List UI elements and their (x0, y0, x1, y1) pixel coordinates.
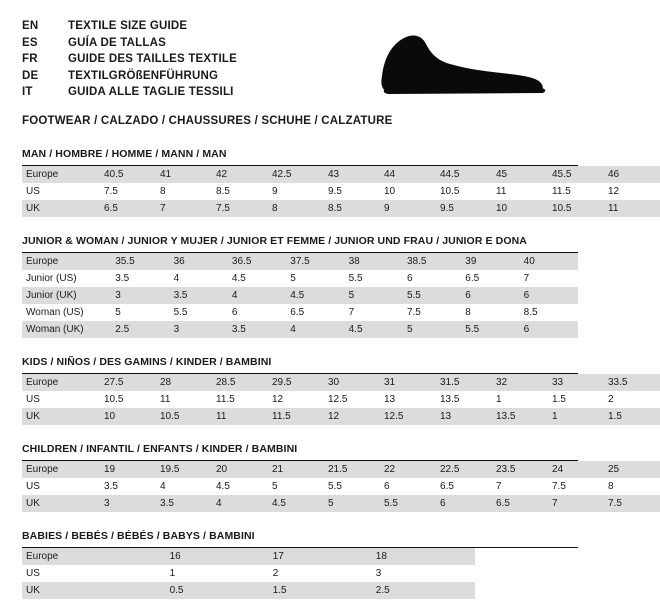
cell: 45 (492, 166, 548, 183)
cell: 27.5 (100, 374, 156, 391)
cell: 4 (228, 287, 286, 304)
dress-shoe-icon (370, 30, 550, 102)
table-row (22, 548, 578, 565)
cell: 5.5 (348, 273, 363, 284)
cell: 30 (324, 374, 380, 391)
cell: 3.5 (104, 481, 118, 492)
cell: 1.5 (552, 394, 566, 405)
table-row (22, 183, 660, 200)
cell: 46 (604, 166, 660, 183)
cell: 7 (156, 200, 212, 217)
row-label: Europe (22, 548, 166, 565)
cell: 4 (212, 495, 268, 512)
cell: 6.5 (290, 307, 305, 318)
cell: 8 (608, 481, 614, 492)
table-row (22, 253, 578, 270)
cell: 1 (548, 408, 604, 425)
row-label: UK (22, 200, 100, 217)
table-row (22, 582, 578, 599)
cell: 3 (375, 568, 382, 579)
cell: 35.5 (111, 253, 169, 270)
row-label: Woman (UK) (22, 321, 111, 338)
cell: 2 (272, 568, 279, 579)
cell: 11.5 (552, 186, 571, 197)
table-row (22, 304, 578, 321)
cell: 39 (461, 253, 519, 270)
cell: 6 (436, 495, 492, 512)
cell: 10.5 (548, 200, 604, 217)
cell: 9.5 (436, 200, 492, 217)
section-title: KIDS / NIÑOS / DES GAMINS / KINDER / BAMBINI (22, 356, 578, 374)
cell: 28 (156, 374, 212, 391)
language-code: IT (22, 86, 33, 98)
cell: 8.5 (216, 186, 230, 197)
cell: 4 (286, 321, 344, 338)
size-table-man (22, 166, 660, 217)
cell: 4 (173, 273, 180, 284)
cell: 9 (272, 186, 278, 197)
cell: 31.5 (436, 374, 492, 391)
cell: 3 (111, 287, 169, 304)
cell: 10 (492, 200, 548, 217)
language-code: ES (22, 36, 38, 49)
row-label: Junior (US) (26, 273, 77, 284)
cell: 3 (170, 321, 228, 338)
cell: 10 (100, 408, 156, 425)
cell: 6.5 (440, 481, 454, 492)
cell: 5.5 (328, 481, 342, 492)
cell: 8 (465, 307, 471, 318)
cell: 41 (156, 166, 212, 183)
cell: 5.5 (173, 307, 188, 318)
cell: 12.5 (380, 408, 436, 425)
cell: 43 (324, 166, 380, 183)
cell: 21 (268, 461, 324, 478)
cell: 11 (496, 186, 507, 197)
cell: 31 (380, 374, 436, 391)
table-row (22, 461, 660, 478)
table-row (22, 391, 660, 408)
cell: 11 (604, 200, 660, 217)
language-title: TEXTILE SIZE GUIDE (68, 20, 188, 32)
cell: 4.5 (231, 273, 246, 284)
row-label: US (26, 568, 40, 579)
cell: 22 (380, 461, 436, 478)
row-label: US (26, 186, 40, 197)
cell: 1.5 (604, 408, 660, 425)
row-label: US (26, 481, 40, 492)
cell: 8 (268, 200, 324, 217)
row-label: Europe (22, 374, 100, 391)
cell: 7.5 (212, 200, 268, 217)
cell: 16 (166, 548, 269, 565)
cell: 37.5 (286, 253, 344, 270)
cell: 22.5 (436, 461, 492, 478)
cell: 5.5 (380, 495, 436, 512)
size-table-kids (22, 374, 660, 425)
size-table-babies (22, 548, 578, 599)
cell: 5 (272, 481, 278, 492)
cell: 6 (520, 287, 578, 304)
cell: 6 (406, 273, 413, 284)
cell: 6 (520, 321, 578, 338)
cell: 7 (548, 495, 604, 512)
cell: 6 (231, 307, 238, 318)
language-title-list (22, 18, 237, 101)
cell: 8.5 (523, 307, 538, 318)
cell: 21.5 (324, 461, 380, 478)
section-man (22, 148, 620, 217)
cell: 4.5 (286, 287, 344, 304)
cell: 5 (115, 307, 121, 318)
cell: 38.5 (403, 253, 461, 270)
table-row (22, 270, 578, 287)
cell: 7.5 (552, 481, 566, 492)
cell: 1.5 (269, 582, 372, 599)
cell: 12 (608, 186, 620, 197)
row-label: Junior (UK) (22, 287, 111, 304)
cell: 12 (272, 394, 284, 405)
section-junior-woman (22, 235, 578, 338)
language-title: GUIDA ALLE TAGLIE TESSILI (68, 86, 234, 98)
cell: 3.5 (156, 495, 212, 512)
cell: 2.5 (111, 321, 169, 338)
cell: 40 (520, 253, 578, 270)
cell: 4.5 (345, 321, 403, 338)
cell: 19 (100, 461, 156, 478)
language-row (22, 68, 237, 85)
cell: 5 (290, 273, 296, 284)
row-label: UK (22, 408, 100, 425)
language-title: GUÍA DE TALLAS (68, 36, 166, 49)
section-children (22, 443, 622, 512)
cell: 2 (608, 394, 614, 405)
cell: 36 (170, 253, 228, 270)
language-row (22, 84, 237, 101)
cell: 11.5 (216, 394, 235, 405)
section-title: MAN / HOMBRE / HOMME / MANN / MAN (22, 148, 578, 166)
row-label: Woman (US) (26, 307, 84, 318)
cell: 13.5 (440, 394, 460, 405)
cell: 28.5 (212, 374, 268, 391)
table-row (22, 495, 660, 512)
cell: 20 (212, 461, 268, 478)
cell: 33 (548, 374, 604, 391)
cell: 42.5 (268, 166, 324, 183)
table-row (22, 374, 660, 391)
cell-empty (475, 548, 578, 565)
language-code: EN (22, 20, 39, 32)
cell-empty (475, 582, 578, 599)
cell: 6.5 (100, 200, 156, 217)
section-kids (22, 356, 628, 425)
cell: 3.5 (170, 287, 228, 304)
language-title: GUIDE DES TAILLES TEXTILE (68, 53, 237, 65)
cell: 10 (384, 186, 396, 197)
language-row (22, 35, 237, 52)
language-title: TEXTILGRÖßENFÜHRUNG (68, 69, 219, 82)
cell: 6.5 (465, 273, 480, 284)
row-label: UK (22, 495, 100, 512)
language-code: FR (22, 53, 38, 65)
table-row (22, 321, 578, 338)
row-label: US (26, 394, 40, 405)
cell: 1 (496, 394, 502, 405)
cell: 13 (384, 394, 396, 405)
cell: 6 (384, 481, 390, 492)
cell: 25 (604, 461, 660, 478)
page-header (22, 18, 578, 127)
section-title: JUNIOR & WOMAN / JUNIOR Y MUJER / JUNIOR ET FEMME / JUNIOR UND FRAU / JUNIOR E DONA (22, 235, 578, 253)
section-title: CHILDREN / INFANTIL / ENFANTS / KINDER / BAMBINI (22, 443, 578, 461)
cell: 40.5 (100, 166, 156, 183)
cell: 45.5 (548, 166, 604, 183)
cell: 9 (380, 200, 436, 217)
cell: 5.5 (403, 287, 461, 304)
cell: 5 (324, 495, 380, 512)
cell: 7 (348, 307, 355, 318)
cell: 11 (160, 394, 171, 405)
cell: 36.5 (228, 253, 286, 270)
category-title: FOOTWEAR / CALZADO / CHAUSSURES / SCHUHE / CALZATURE (22, 114, 393, 127)
table-row (22, 478, 660, 495)
cell: 33.5 (604, 374, 660, 391)
cell: 3 (100, 495, 156, 512)
cell: 12 (324, 408, 380, 425)
size-table-children (22, 461, 660, 512)
cell: 2.5 (372, 582, 475, 599)
cell: 29.5 (268, 374, 324, 391)
row-label: Europe (22, 461, 100, 478)
cell: 32 (492, 374, 548, 391)
section-babies (22, 530, 578, 599)
cell: 7.5 (406, 307, 421, 318)
cell: 0.5 (166, 582, 269, 599)
cell: 10.5 (104, 394, 124, 405)
cell: 17 (269, 548, 372, 565)
cell: 18 (372, 548, 475, 565)
cell: 11.5 (268, 408, 324, 425)
cell: 6 (461, 287, 519, 304)
table-row (22, 166, 660, 183)
cell: 7.5 (104, 186, 118, 197)
cell: 11 (212, 408, 268, 425)
cell: 38 (345, 253, 403, 270)
cell: 5 (403, 321, 461, 338)
size-table-junior-woman (22, 253, 578, 338)
row-label: Europe (22, 166, 100, 183)
cell: 24 (548, 461, 604, 478)
cell: 7.5 (604, 495, 660, 512)
cell: 10.5 (440, 186, 460, 197)
cell-empty (475, 565, 578, 582)
cell: 6.5 (492, 495, 548, 512)
cell: 13.5 (492, 408, 548, 425)
cell: 1 (169, 568, 176, 579)
cell: 3.5 (228, 321, 286, 338)
cell: 4 (160, 481, 166, 492)
section-title: BABIES / BEBÉS / BÉBÉS / BABYS / BAMBINI (22, 530, 578, 548)
cell: 5 (345, 287, 403, 304)
cell: 44.5 (436, 166, 492, 183)
cell: 4.5 (216, 481, 230, 492)
table-row (22, 565, 578, 582)
cell: 8.5 (324, 200, 380, 217)
table-row (22, 287, 578, 304)
language-row (22, 18, 237, 35)
cell: 8 (160, 186, 166, 197)
cell: 3.5 (115, 273, 130, 284)
row-label: Europe (22, 253, 111, 270)
cell: 44 (380, 166, 436, 183)
language-code: DE (22, 69, 39, 82)
cell: 19.5 (156, 461, 212, 478)
cell: 13 (436, 408, 492, 425)
cell: 10.5 (156, 408, 212, 425)
row-label: UK (22, 582, 166, 599)
cell: 12.5 (328, 394, 348, 405)
table-row (22, 200, 660, 217)
cell: 9.5 (328, 186, 342, 197)
cell: 5.5 (461, 321, 519, 338)
cell: 7 (523, 273, 530, 284)
cell: 7 (496, 481, 502, 492)
table-row (22, 408, 660, 425)
cell: 4.5 (268, 495, 324, 512)
language-row (22, 51, 237, 68)
cell: 23.5 (492, 461, 548, 478)
cell: 42 (212, 166, 268, 183)
